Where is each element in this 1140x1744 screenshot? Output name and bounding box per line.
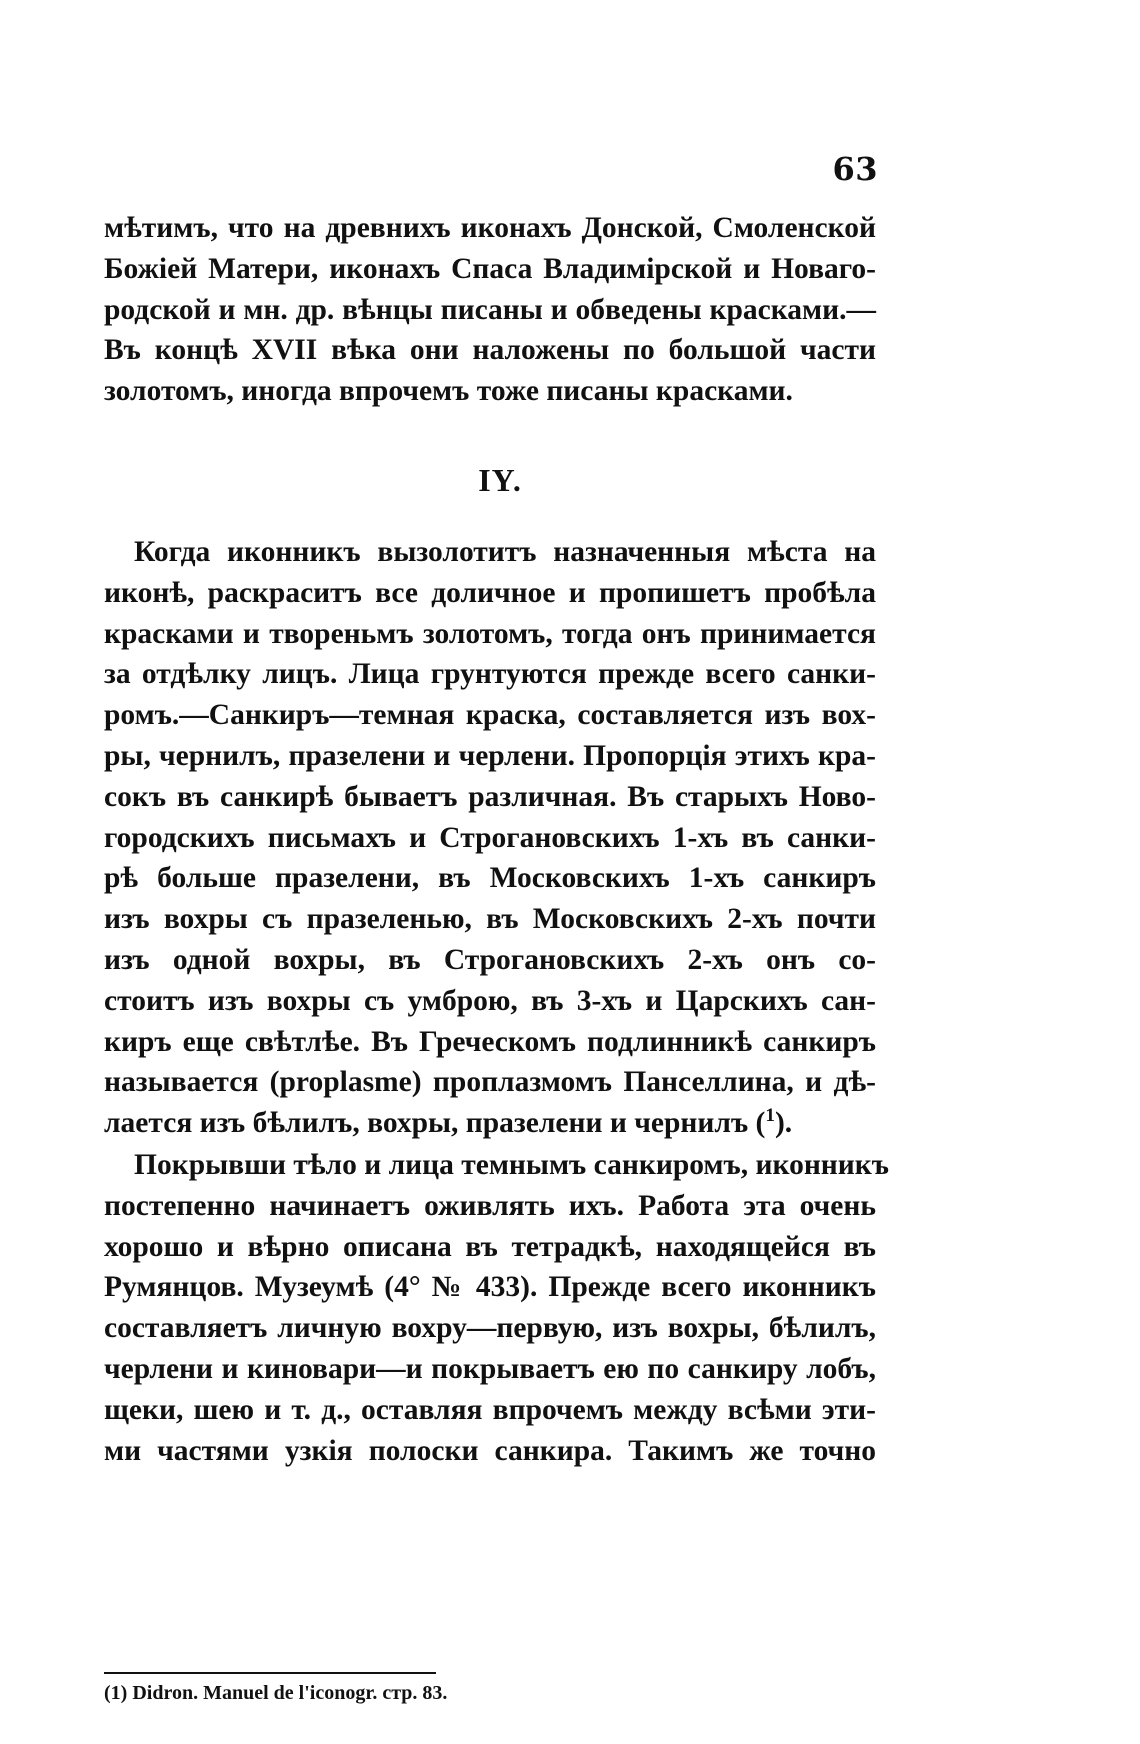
text-line: родской и мн. др. вѣнцы писаны и обведены красками.—	[104, 293, 876, 326]
page-number: 63	[832, 150, 878, 188]
text-line: черлени и киновари—и покрываетъ ею по санкиру лобъ,	[104, 1352, 876, 1385]
text-line: изъ вохры съ празеленью, въ Московскихъ 2-хъ почти	[104, 903, 876, 936]
paragraph-3	[104, 1145, 890, 1471]
footnote-divider	[104, 1672, 436, 1674]
text-line: городскихъ письмахъ и Строгановскихъ 1-хъ въ санки-	[104, 821, 876, 854]
text-line: изъ одной вохры, въ Строгановскихъ 2-хъ онъ со-	[104, 943, 876, 976]
text-line: рѣ больше празелени, въ Московскихъ 1-хъ санкиръ	[104, 862, 876, 895]
text-line: ми частями узкія полоски санкира. Такимъ же точно	[104, 1434, 876, 1467]
paragraph-2	[104, 532, 876, 1144]
text-line: золотомъ, иногда впрочемъ тоже писаны красками.	[104, 375, 793, 408]
text-line: постепенно начинаетъ оживлять ихъ. Работа эта очень	[104, 1189, 876, 1222]
text-line: хорошо и вѣрно описана въ тетрадкѣ, находящейся въ	[104, 1230, 876, 1263]
text-line: ромъ.—Санкиръ—темная краска, составляется изъ вох-	[104, 699, 876, 732]
text-line: Когда иконникъ вызолотитъ назначенныя мѣста на	[134, 536, 876, 568]
text-line: мѣтимъ, что на древнихъ иконахъ Донской, Смоленской	[104, 212, 876, 244]
section-heading: IY.	[478, 462, 522, 498]
text-line-body: лается изъ бѣлилъ, вохры, празелени и чернилъ (	[104, 1107, 766, 1140]
text-line: щеки, шею и т. д., оставляя впрочемъ между всѣми эти-	[104, 1393, 876, 1426]
paragraph-1	[104, 208, 876, 412]
footnote	[104, 1679, 704, 1707]
text-line: ры, чернилъ, празелени и черлени. Пропорція этихъ кра-	[104, 739, 876, 772]
text-line: Румянцов. Музеумѣ (4° № 433). Прежде всего иконникъ	[104, 1271, 876, 1304]
text-line: составляетъ личную вохру—первую, изъ вохры, бѣлилъ,	[104, 1312, 876, 1345]
text-line: киръ еще свѣтлѣе. Въ Греческомъ подлинникѣ санкиръ	[104, 1025, 876, 1058]
text-line: за отдѣлку лицъ. Лица грунтуются прежде всего санки-	[104, 658, 876, 691]
text-line: сокъ въ санкирѣ бываетъ различная. Въ старыхъ Ново-	[104, 780, 876, 813]
text-line: Въ концѣ XVII вѣка они наложены по большой части	[104, 334, 876, 367]
text-line: называется (proplasme) проплазмомъ Панселлина, и дѣ-	[104, 1066, 876, 1099]
text-line-last	[104, 1103, 876, 1144]
footnote-text: Didron. Manuel de l'iconogr. стр. 83.	[132, 1682, 448, 1704]
text-line: Божіей Матери, иконахъ Спаса Владимірской и Новаго-	[104, 252, 876, 285]
footnote-marker: (1)	[104, 1682, 128, 1704]
text-line: стоитъ изъ вохры съ умброю, въ 3-хъ и Царскихъ сан-	[104, 984, 876, 1017]
text-line-tail: ).	[774, 1107, 793, 1140]
text-line: Покрывши тѣло и лица темнымъ санкиромъ, иконникъ	[134, 1149, 890, 1181]
footnote-reference[interactable]: 1	[765, 1105, 775, 1127]
text-line: иконѣ, раскраситъ все доличное и пропишетъ пробѣла	[104, 576, 876, 609]
text-line: красками и твореньмъ золотомъ, тогда онъ принимается	[104, 617, 876, 650]
